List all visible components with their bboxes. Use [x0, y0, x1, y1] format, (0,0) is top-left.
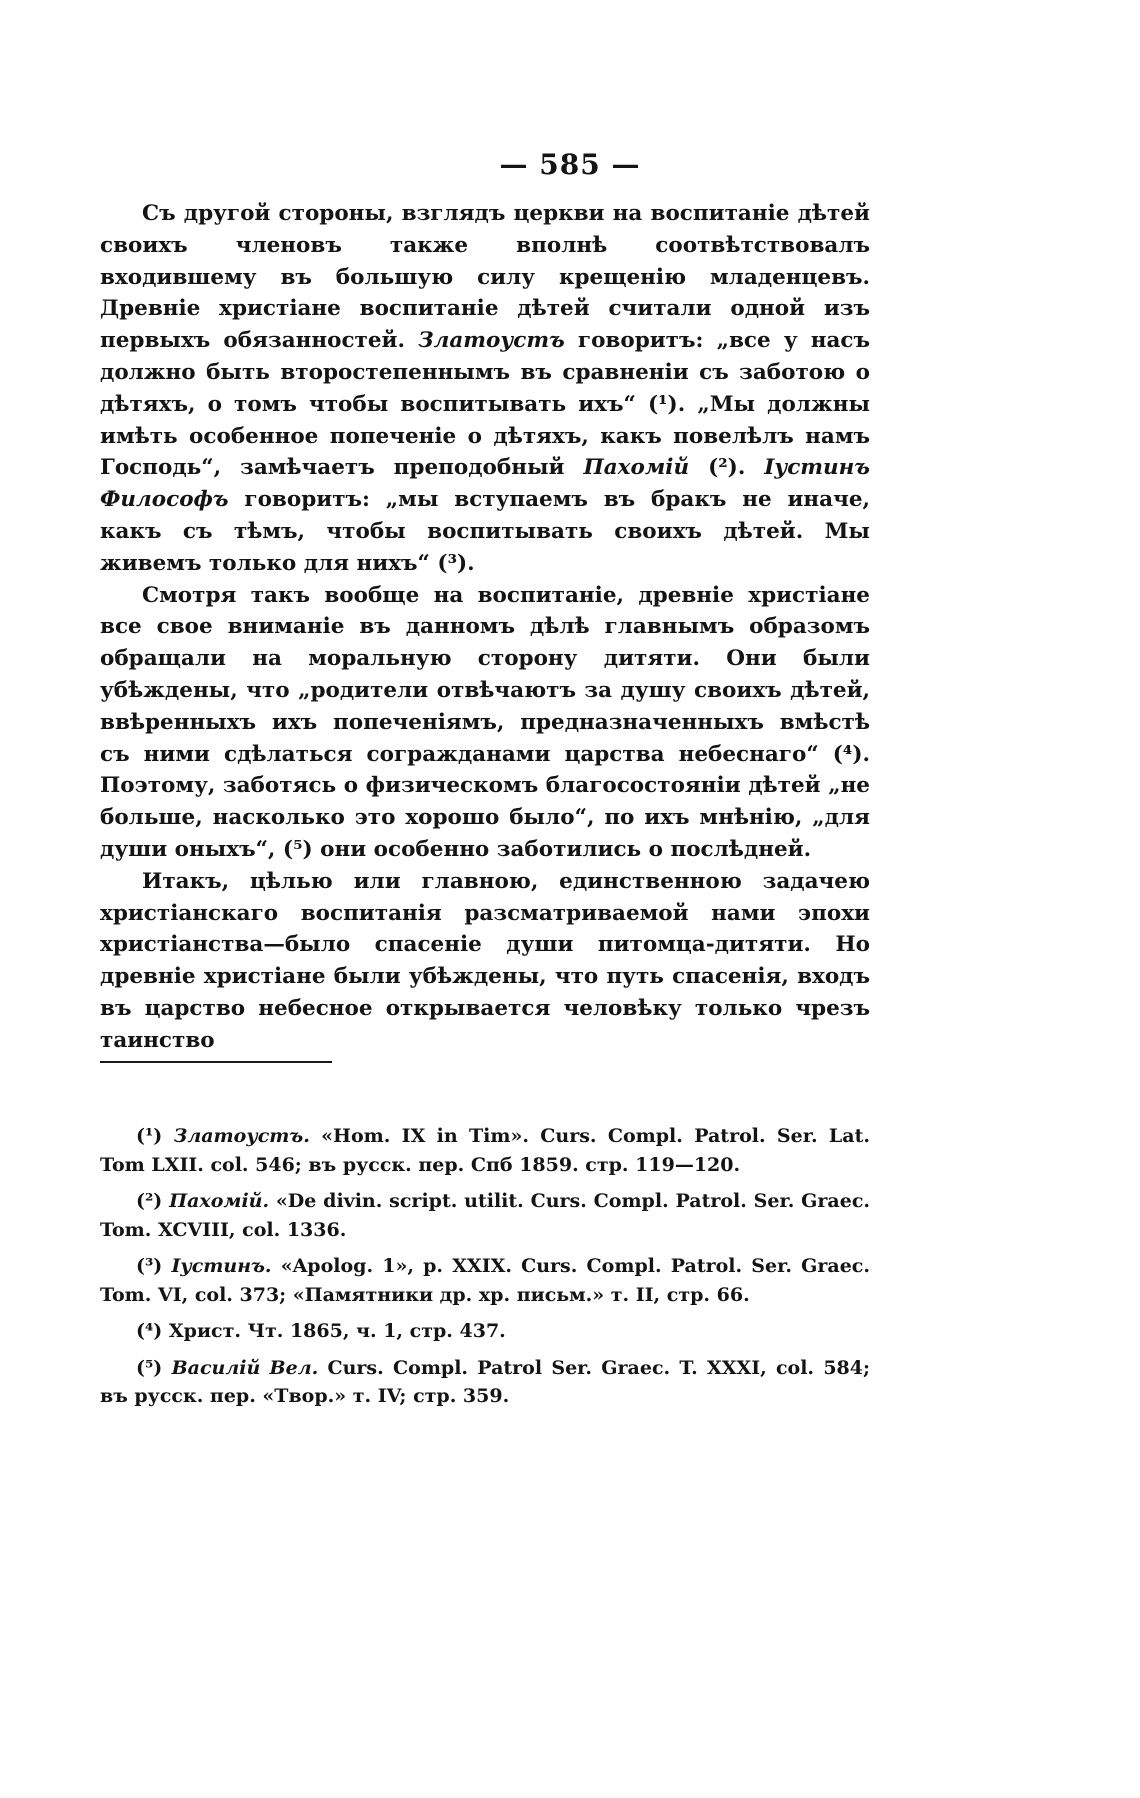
footnote-marker: (¹): [136, 1125, 174, 1147]
paragraph-1-text-b: говоритъ: „все у насъ должно быть второстепеннымъ въ сравненіи съ заботою о дѣтяхъ, о томъ чтобы воспитывать ихъ“ (¹). „Мы должны имѣть особенное попеченіе о дѣтяхъ, какъ повелѣлъ намъ Господь“, замѣчаетъ преподобный: [100, 328, 870, 481]
author-name-chrysostom: Златоустъ: [418, 328, 565, 354]
paragraph-1: [100, 198, 870, 580]
footnote-text: Curs. Compl. Patrol Ser. Graec. T. XXXI, col. 584; въ русск. пер. «Твор.» т. IV; стр. 359.: [100, 1356, 870, 1407]
footnotes: [100, 1122, 870, 1419]
author-name-justin: Іустинъ Философъ: [100, 455, 870, 513]
footnote-marker: (³): [136, 1255, 172, 1277]
paragraph-1-text-c: (²).: [689, 455, 765, 481]
paragraph-2: Смотря такъ вообще на воспитаніе, древніе христіане все свое вниманіе въ данномъ дѣлѣ главнымъ образомъ обращали на моральную сторону дитяти. Они были убѣждены, что „родители отвѣчаютъ за душу своихъ дѣтей, ввѣренныхъ ихъ попеченіямъ, предназначенныхъ вмѣстѣ съ ними сдѣлаться согражданами царства небеснаго“ (⁴). Поэтому, заботясь о физическомъ благосостояніи дѣтей „не больше, насколько это хорошо было“, по ихъ мнѣнію, „для души оныхъ“, (⁵) они особенно заботились о послѣдней.: [100, 582, 870, 862]
footnote-marker: (⁴): [136, 1320, 169, 1342]
footnote-author: Пахомій.: [169, 1190, 270, 1212]
paragraph-3: Итакъ, цѣлью или главною, единственною задачею христіанскаго воспитанія разсматриваемой нами эпохи христіанства—было спасеніе души питомца-дитяти. Но древніе христіане были убѣждены, что путь спасенія, входъ въ царство небесное открывается человѣку только чрезъ таинство: [100, 868, 870, 1053]
footnote-text: Христ. Чт. 1865, ч. 1, стр. 437.: [168, 1320, 506, 1342]
footnote-text: «De divin. script. utilit. Curs. Compl. Patrol. Ser. Graec. Tom. XCVIII, col. 1336.: [100, 1190, 870, 1241]
main-text: [100, 198, 870, 1057]
paragraph-1-text-d: говоритъ: „мы вступаемъ въ бракъ не иначе, какъ съ тѣмъ, чтобы воспитывать своихъ дѣтей. Мы живемъ только для нихъ“ (³).: [100, 487, 870, 576]
footnote-1: [100, 1122, 870, 1179]
footnote-4: [100, 1317, 870, 1346]
footnote-3: [100, 1252, 870, 1309]
footnote-author: Василій Вел.: [171, 1356, 319, 1379]
footnote-2: [100, 1187, 870, 1244]
footnote-divider: [100, 1061, 332, 1063]
footnote-text: «Hom. IX in Tim». Curs. Compl. Patrol. Ser. Lat. Tom LXII. col. 546; въ русск. пер. Спб 1859. стр. 119—120.: [100, 1125, 870, 1176]
author-name-pachomius: Пахомій: [583, 455, 690, 481]
footnote-marker: (⁵): [136, 1356, 172, 1379]
footnote-text: «Apolog. 1», p. XXIX. Curs. Compl. Patrol. Ser. Graec. Tom. VI, col. 373; «Памятники др. хр. письм.» т. II, стр. 66.: [100, 1255, 870, 1306]
page-number: — 585 —: [499, 148, 641, 181]
footnote-author: Златоустъ.: [173, 1125, 310, 1147]
footnote-marker: (²): [136, 1190, 170, 1212]
footnote-author: Іустинъ.: [171, 1255, 272, 1277]
footnote-5: [100, 1354, 870, 1411]
paragraph-1-text-a: Съ другой стороны, взглядъ церкви на воспитаніе дѣтей своихъ членовъ также вполнѣ соотвѣтствовалъ входившему въ большую силу крещенію младенцевъ. Древніе христіане воспитаніе дѣтей считали одной изъ первыхъ обязанностей.: [100, 201, 870, 354]
